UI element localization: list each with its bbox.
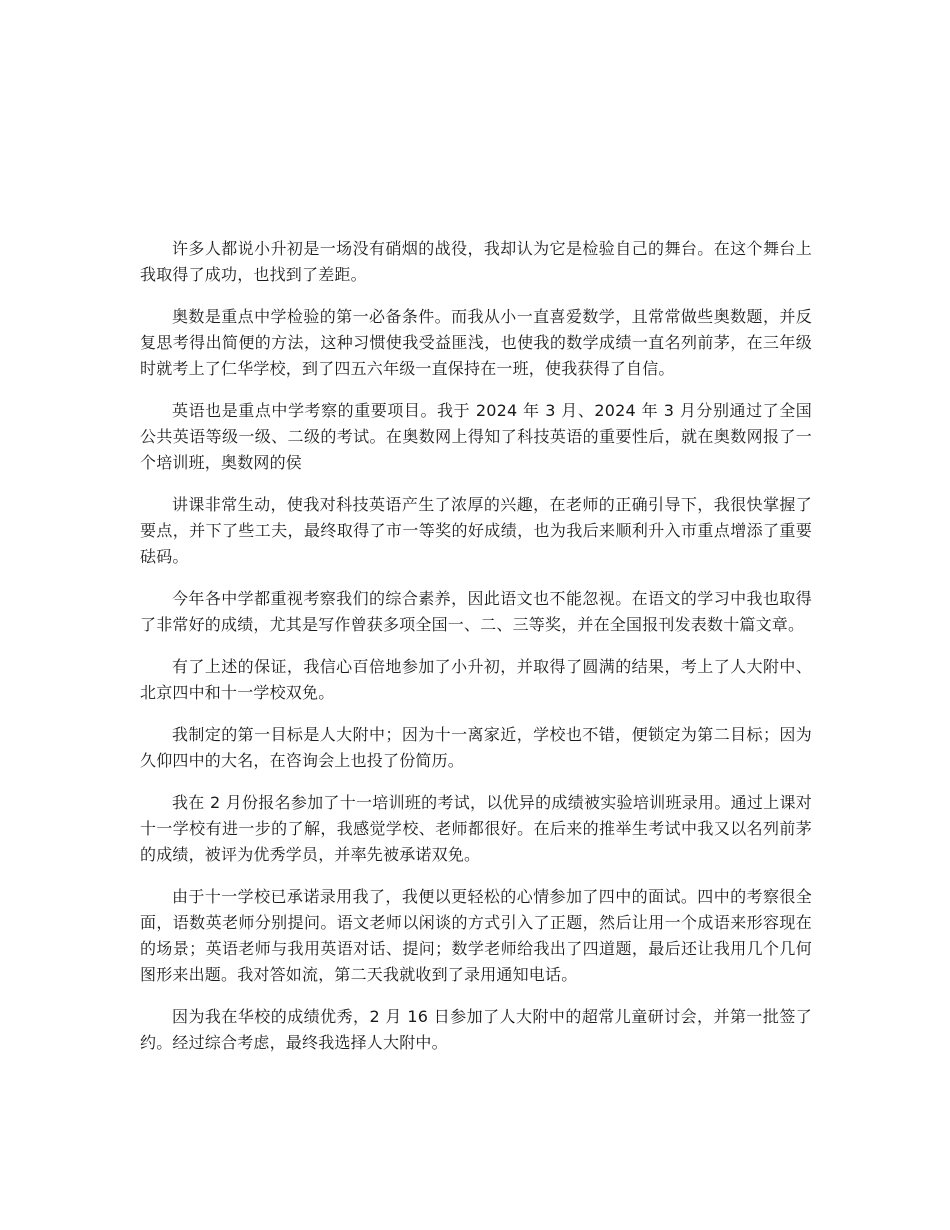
document-page <box>140 236 812 1072</box>
paragraph-7: 我制定的第一目标是人大附中；因为十一离家近，学校也不错，便锁定为第二目标；因为久仰四中的大名，在咨询会上也投了份简历。 <box>140 725 812 770</box>
paragraph-8: 我在 2 月份报名参加了十一培训班的考试，以优异的成绩被实验培训班录用。通过上课对十一学校有进一步的了解，我感觉学校、老师都很好。在后来的推举生考试中我又以名列前茅的成绩，被评为优秀学员，并率先被承诺双免。 <box>140 793 812 864</box>
paragraph-1: 许多人都说小升初是一场没有硝烟的战役，我却认为它是检验自己的舞台。在这个舞台上我取得了成功，也找到了差距。 <box>140 239 812 284</box>
paragraph-9: 由于十一学校已承诺录用我了，我便以更轻松的心情参加了四中的面试。四中的考察很全面，语数英老师分别提问。语文老师以闲谈的方式引入了正题，然后让用一个成语来形容现在的场景；英语老师与我用英语对话、提问；数学老师给我出了四道题，最后还让我用几个几何图形来出题。我对答如流，第二天我就收到了录用通知电话。 <box>140 887 812 984</box>
paragraph-3: 英语也是重点中学考察的重要项目。我于 2024 年 3 月、2024 年 3 月分别通过了全国公共英语等级一级、二级的考试。在奥数网上得知了科技英语的重要性后，就在奥数网报了一个培训班，奥数网的侯 <box>140 401 812 472</box>
paragraph-2: 奥数是重点中学检验的第一必备条件。而我从小一直喜爱数学，且常常做些奥数题，并反复思考得出简便的方法，这种习惯使我受益匪浅，也使我的数学成绩一直名列前茅，在三年级时就考上了仁华学校，到了四五六年级一直保持在一班，使我获得了自信。 <box>140 307 812 378</box>
paragraph-4: 讲课非常生动，使我对科技英语产生了浓厚的兴趣，在老师的正确引导下，我很快掌握了要点，并下了些工夫，最终取得了市一等奖的好成绩，也为我后来顺利升入市重点增添了重要砝码。 <box>140 495 812 566</box>
paragraph-6: 有了上述的保证，我信心百倍地参加了小升初，并取得了圆满的结果，考上了人大附中、北京四中和十一学校双免。 <box>140 657 812 702</box>
paragraph-5: 今年各中学都重视考察我们的综合素养，因此语文也不能忽视。在语文的学习中我也取得了非常好的成绩，尤其是写作曾获多项全国一、二、三等奖，并在全国报刊发表数十篇文章。 <box>140 589 812 634</box>
paragraph-10: 因为我在华校的成绩优秀，2 月 16 日参加了人大附中的超常儿童研讨会，并第一批签了约。经过综合考虑，最终我选择人大附中。 <box>140 1007 812 1052</box>
